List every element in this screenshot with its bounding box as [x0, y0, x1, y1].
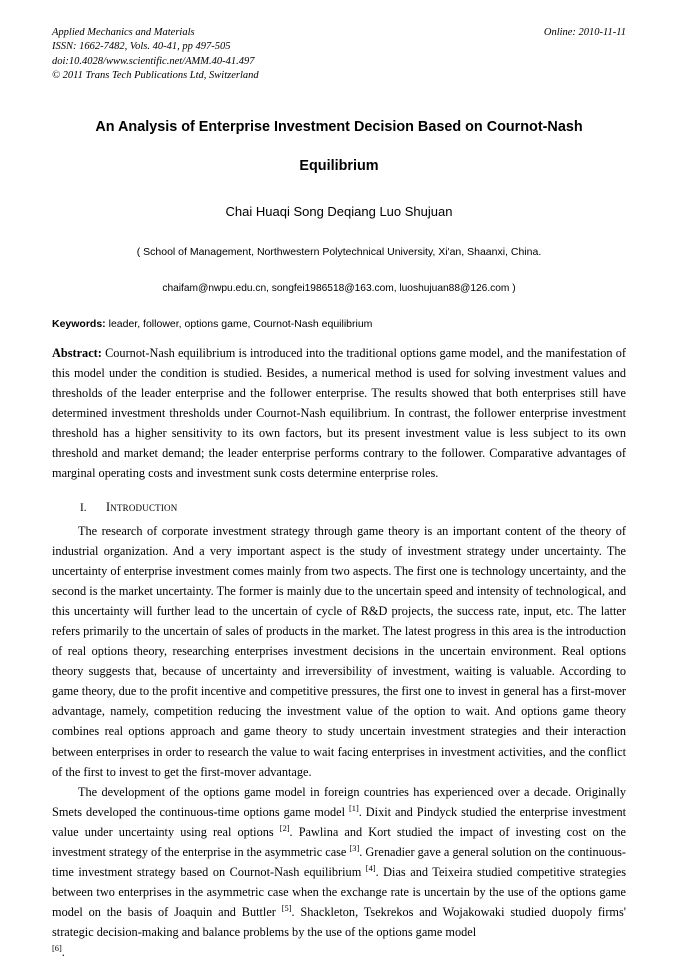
- ref-3: [3]: [349, 843, 360, 853]
- ref-5: [5]: [281, 903, 292, 913]
- affiliation: ( School of Management, Northwestern Polytechnical University, Xi'an, Shaanxi, China.: [136, 245, 542, 258]
- journal-info: [52, 26, 259, 84]
- paragraph-1: The research of corporate investment strategy through game theory is an important content of the theory of industrial organization. And a very important aspect is the study of investment strategy under uncertainty. The uncertainty of enterprise investment comes mainly from two aspects. The first one is technology uncertainty, and the second is the market uncertainty. The former is mainly due to the uncertain speed and intensity of technological, and this uncertainty will further lead to the uncertain of cycle of R&D projects, the success rate, input, etc. The latter refers primarily to the uncertain of sales of products in the market. The latest progress in this area is the introduction of real options theory, researching enterprises investment decisions in the uncertain environment. Real options theory suggests that, because of uncertainty and irreversibility of investment, waiting is valuable. According to game theory, due to the profit incentive and competitive pressures, the first one to invest in general has a first-mover advantage, namely, competition reducing the investment value of the option to wait. And options game theory combines real options approach and game theory to study uncertain investment strategies and their interaction between enterprises in order to research the value to wait facing enterprises in investment activities, and the conflict of the first to invest to get the first-mover advantage.: [52, 524, 626, 779]
- page-title: An Analysis of Enterprise Investment Decision Based on Cournot-Nash: [95, 118, 583, 135]
- page-title-line2: Equilibrium: [299, 157, 379, 174]
- para2-part6: . Shackleton, Tsekrekos and Wojakowaki studied duopoly firms' strategic decision-making and balance problems by the use of the options game model: [52, 904, 626, 939]
- abstract-block: [52, 343, 626, 483]
- abstract-label: Abstract:: [52, 345, 102, 360]
- online-date: [544, 26, 626, 40]
- para2-part3: . Pawlina and Kort studied the impact of investing cost on the investment strategy of the enterprise in the asymmetric case: [52, 824, 626, 859]
- ref-4: [4]: [365, 863, 376, 873]
- page-header: [52, 26, 626, 84]
- para2-part5: . Dias and Teixeira studied competitive strategies between two enterprises in the asymmetric case when the exchange rate is uncertain by the use of the options game model on the basis of Joaquin and Buttler: [52, 864, 626, 919]
- para2-part4: . Grenadier gave a general solution on the continuous-time investment strategy based on Cournot-Nash equilibrium: [52, 844, 626, 879]
- paragraph-2: [52, 782, 626, 942]
- online-date-text: Online: 2010-11-11: [543, 27, 626, 38]
- para2-part7: .: [61, 944, 65, 959]
- journal-doi: doi:10.4028/www.scientific.net/AMM.40-41.497: [52, 55, 255, 67]
- abstract-text: Cournot-Nash equilibrium is introduced into the traditional options game model, and the manifestation of this model under the condition is studied. Besides, a numerical method is used for solving investment values and thresholds of the leader enterprise and the follower enterprise. The results showed that both enterprises still have determined investment thresholds under Cournot-Nash equilibrium. In contrast, the follower enterprise investment threshold has a higher sensitivity to its own factors, but its present investment value is less subject to its own threshold and market demand; the leader enterprise performs contrary to the follower. Comparative advantages of marginal operating costs and investment sunk costs determine enterprise roles.: [52, 345, 626, 481]
- journal-issn: ISSN: 1662-7482, Vols. 40-41, pp 497-505: [52, 41, 231, 53]
- author-emails: chaifam@nwpu.edu.cn, songfei1986518@163.com, luoshujuan88@126.com ): [162, 282, 516, 294]
- journal-copyright: © 2011 Trans Tech Publications Ltd, Switzerland: [52, 70, 259, 82]
- section-heading: [52, 500, 626, 515]
- keywords-label: Keywords:: [52, 317, 106, 330]
- author-list: Chai Huaqi Song Deqiang Luo Shujuan: [225, 203, 453, 219]
- ref-1: [1]: [348, 803, 359, 813]
- para2-part2: . Dixit and Pindyck studied the enterprise investment value under uncertainty using real options: [52, 804, 627, 839]
- keywords-line: [52, 318, 626, 330]
- journal-name: Applied Mechanics and Materials: [52, 27, 195, 38]
- section-title: Introduction: [106, 500, 178, 515]
- para2-part1: The development of the options game model in foreign countries has experienced over a decade. Originally Smets developed the continuous-time options game model: [52, 784, 626, 819]
- section-number: I.: [80, 502, 87, 515]
- keywords-value: leader, follower, options game, Cournot-Nash equilibrium: [108, 317, 373, 330]
- ref-6: [6]: [52, 943, 62, 953]
- ref-2: [2]: [279, 823, 290, 833]
